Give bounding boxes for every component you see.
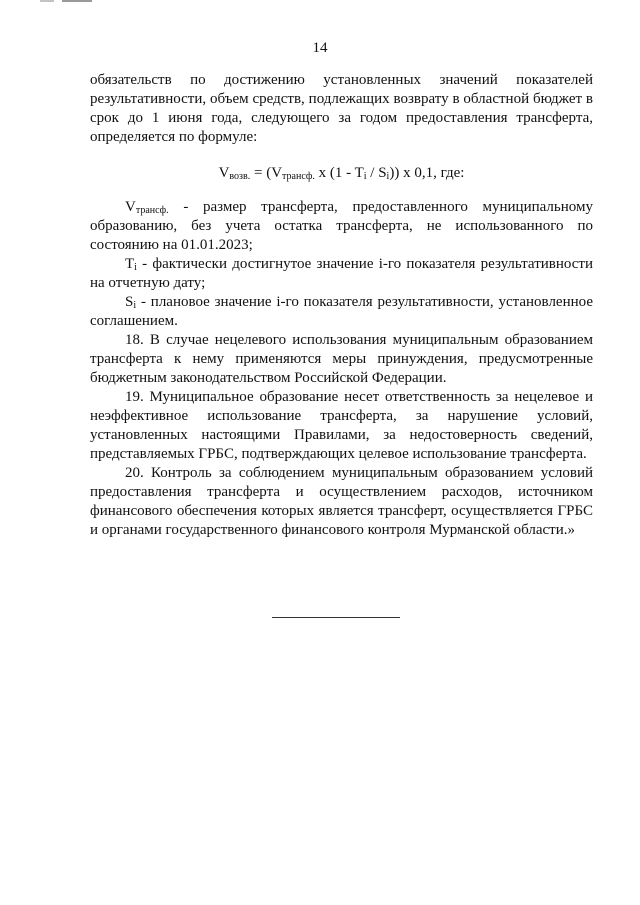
def-vtransf-sub: трансф.	[135, 205, 169, 216]
formula-v: V	[218, 165, 230, 181]
formula-v-sub: возв.	[229, 171, 251, 182]
paragraph-18: 18. В случае нецелевого использования муниципальным образованием трансферта к нему применяются меры принуждения, предусмотренные бюджетным законодательством Российской Федерации.	[90, 332, 593, 386]
formula-mid: x (1 - T	[314, 165, 364, 181]
formula	[90, 164, 593, 183]
formula-transf-sub: трансф.	[282, 171, 315, 182]
definition-si	[90, 293, 593, 331]
def-ti-sub: i	[134, 262, 137, 273]
definition-ti	[90, 255, 593, 293]
paragraph-19: 19. Муниципальное образование несет ответственность за нецелевое и неэффективное использование трансферта, за нарушение условий, установленных настоящими Правилами, за недостоверность сведений, представляемых ГРБС, подтверждающих целевое использование трансферта.	[90, 389, 593, 462]
formula-eq-open: = (V	[250, 165, 283, 181]
paragraph-20: 20. Контроль за соблюдением муниципальным образованием условий предоставления трансферта и осуществлением расходов, источником финансового обеспечения которых является трансферт, осуществляется ГРБС и органами государственного финансового контроля Мурманской области.»	[90, 465, 593, 538]
formula-tail: )) x 0,1, где:	[389, 165, 465, 181]
paragraph-intro: обязательств по достижению установленных значений показателей результативности, объем средств, подлежащих возврату в областной бюджет в срок до 1 июня года, следующего за годом предоставления трансферта, определяется по формуле:	[90, 72, 593, 145]
end-separator-line	[272, 617, 400, 618]
scan-artifact	[40, 0, 54, 2]
def-si-sub: i	[133, 300, 137, 311]
def-vtransf-text: - размер трансферта, предоставленного муниципальному образованию, без учета остатка трансферта, не использованного по состоянию на 01.01.2023;	[90, 199, 593, 253]
formula-slash: / S	[366, 165, 387, 181]
formula-ti-sub: i	[363, 171, 367, 182]
def-si-symbol: S	[125, 294, 134, 310]
page-number: 14	[312, 40, 328, 56]
document-body	[90, 71, 593, 540]
definition-vtransf	[90, 198, 593, 255]
def-ti-symbol: T	[125, 256, 135, 272]
def-vtransf-symbol: V	[125, 199, 136, 215]
def-ti-text: - фактически достигнутое значение i-го показателя результативности на отчетную дату;	[90, 256, 593, 291]
def-si-text: - плановое значение i-го показателя результативности, установленное соглашением.	[90, 294, 593, 329]
scan-artifact	[62, 0, 92, 2]
formula-si-sub: i	[386, 171, 390, 182]
